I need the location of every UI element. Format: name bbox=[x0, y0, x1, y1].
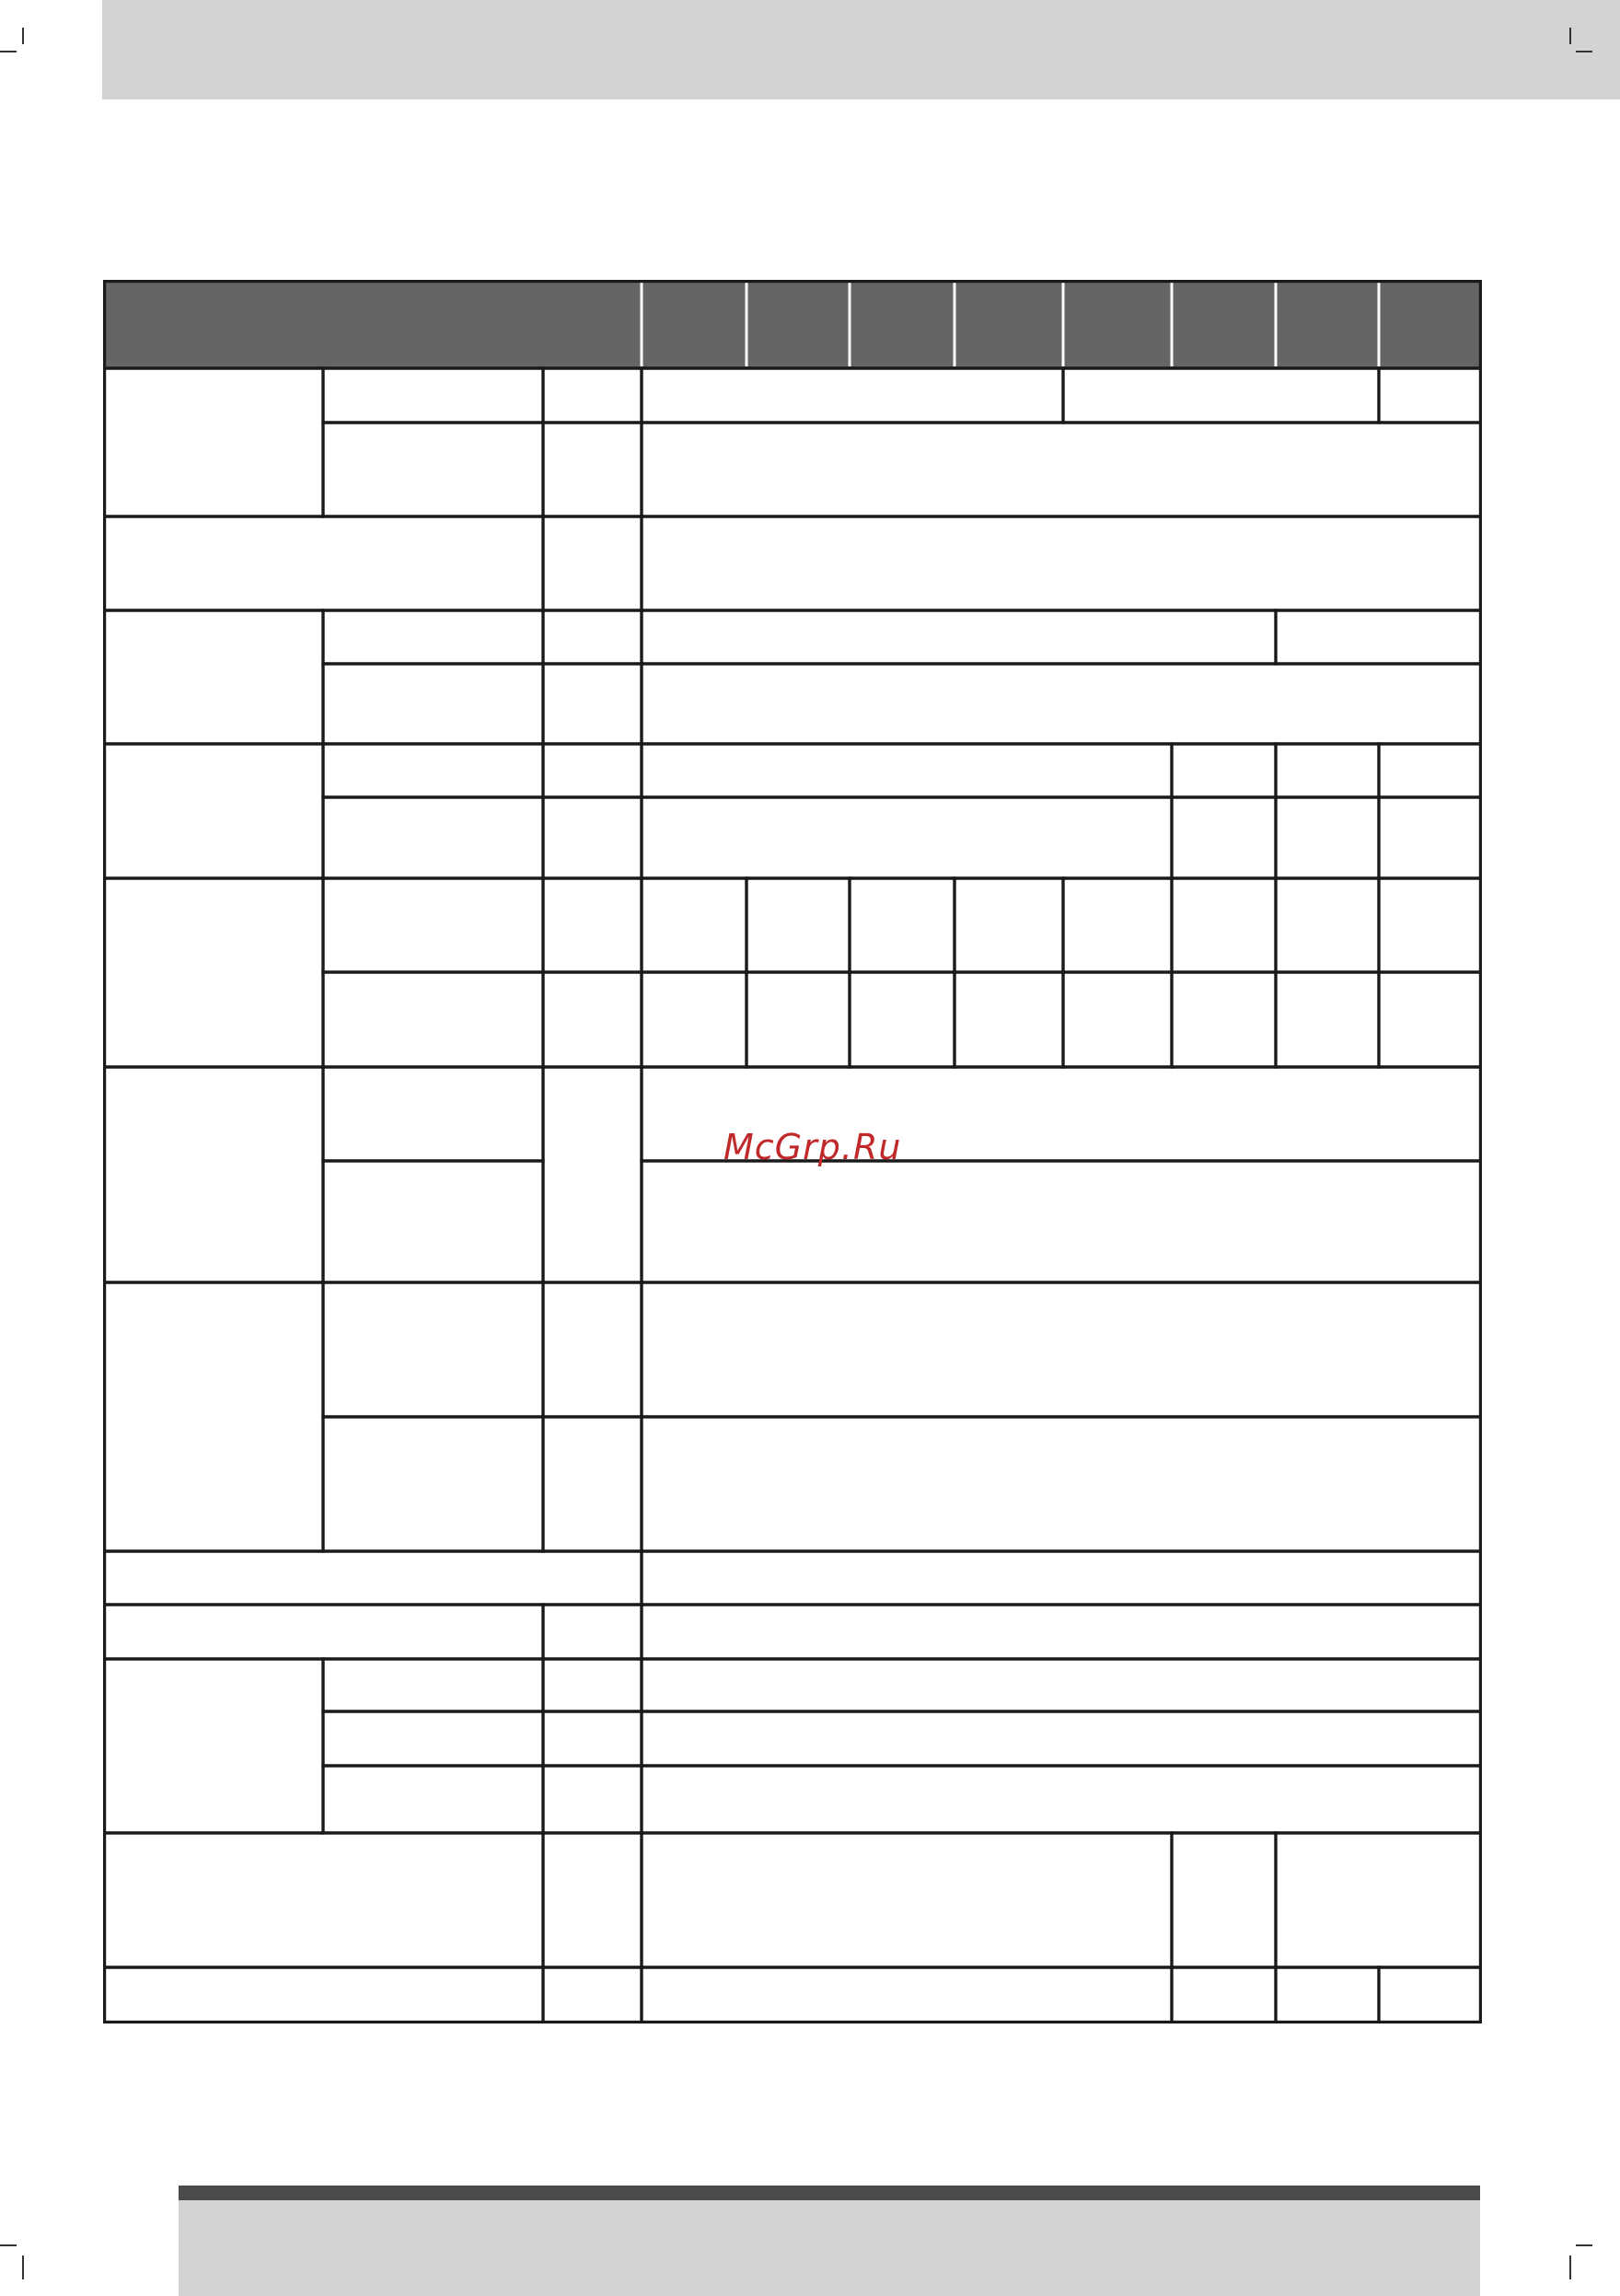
header-column-dividers bbox=[642, 282, 1379, 366]
watermark-text: McGrp.Ru bbox=[723, 1127, 902, 1167]
crop-mark-top-left-v bbox=[22, 28, 24, 44]
crop-mark-bottom-right-v bbox=[1569, 2255, 1571, 2279]
crop-mark-bottom-left-h bbox=[0, 2244, 17, 2246]
crop-mark-top-right-v bbox=[1569, 28, 1571, 44]
top-header-band bbox=[102, 0, 1620, 99]
crop-mark-top-left-h bbox=[0, 51, 17, 52]
crop-mark-top-right-h bbox=[1576, 51, 1592, 52]
crop-mark-bottom-right-h bbox=[1576, 2244, 1592, 2246]
bottom-footer-band bbox=[179, 2186, 1480, 2296]
crop-mark-bottom-left-v bbox=[22, 2255, 24, 2279]
footer-dark-stripe bbox=[179, 2186, 1480, 2200]
